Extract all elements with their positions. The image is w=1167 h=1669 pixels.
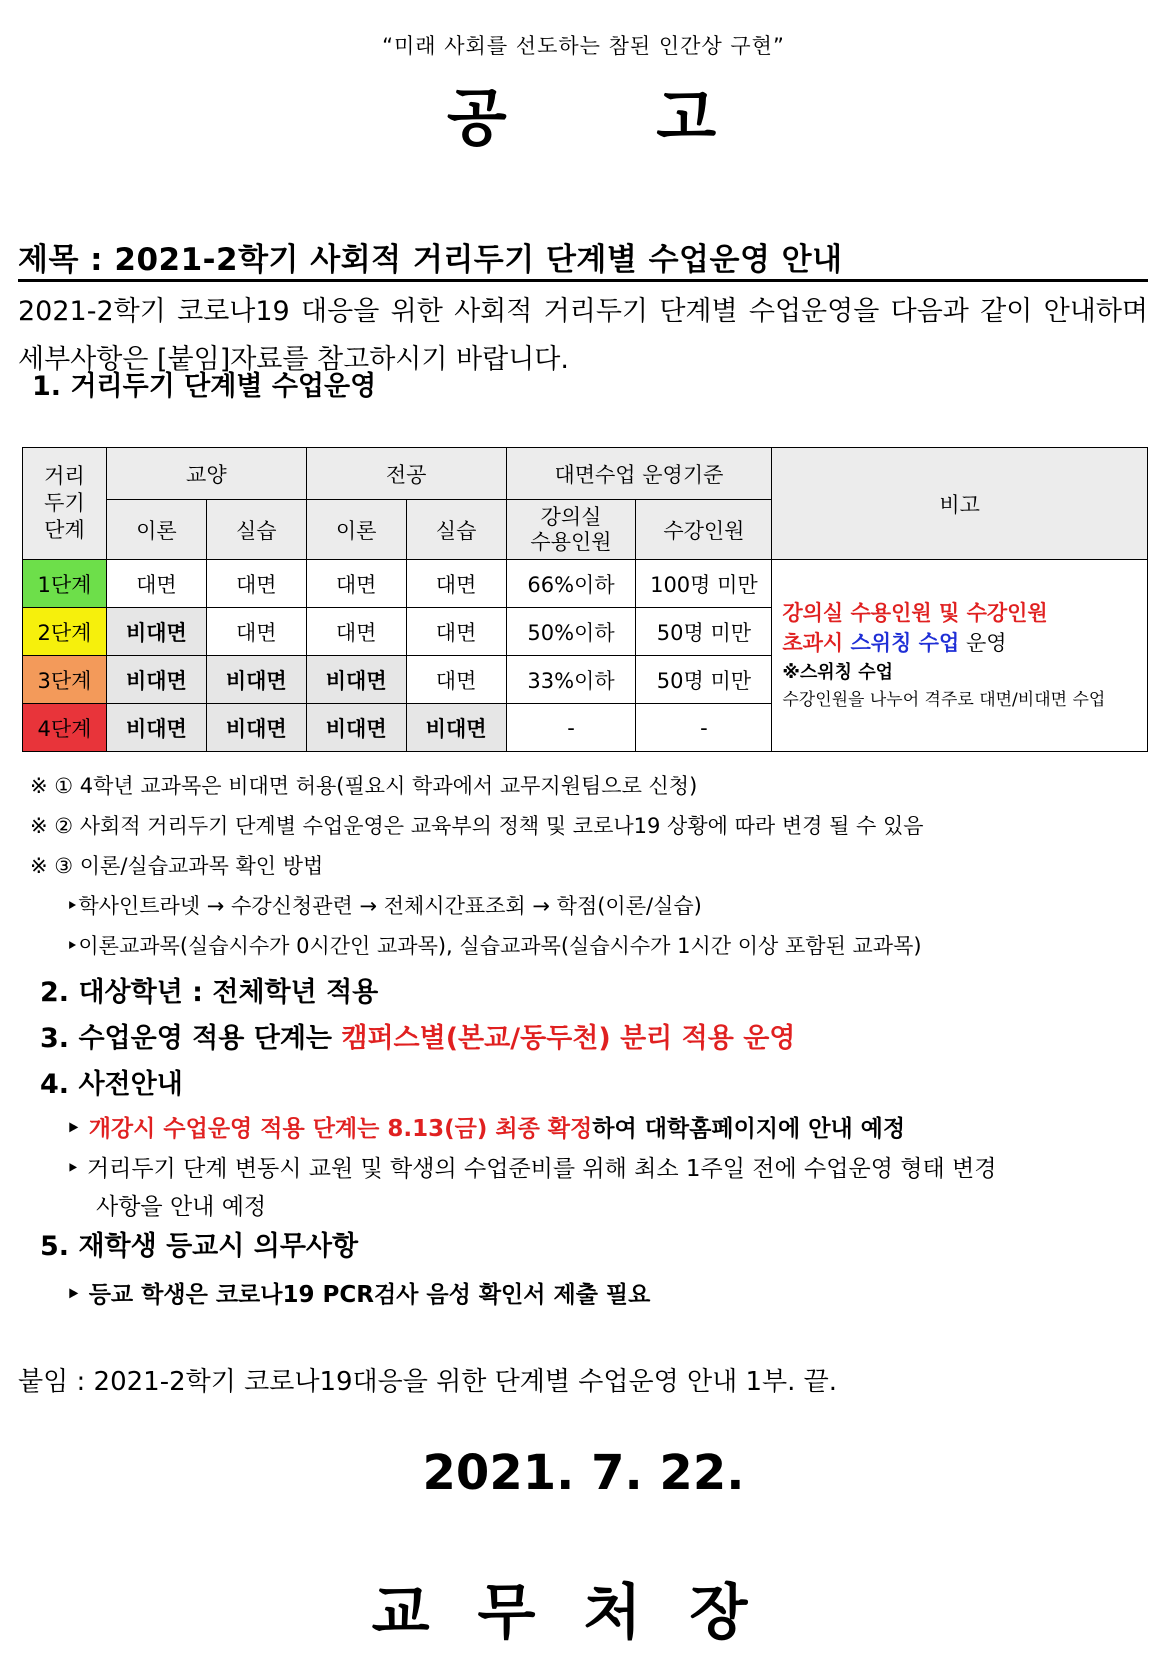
section-3-highlight: 캠퍼스별(본교/동두천) 분리 적용 운영 — [341, 1023, 796, 1054]
header-remark: 비고 — [772, 448, 1148, 560]
header-general: 교양 — [106, 448, 306, 500]
cell: 대면 — [306, 608, 406, 656]
cell: 대면 — [406, 560, 506, 608]
cell: - — [636, 704, 772, 752]
attachment-line: 붙임 : 2021-2학기 코로나19대응을 위한 단계별 수업운영 안내 1부. 끝. — [18, 1367, 838, 1397]
bullet-marker-icon: ‣ — [66, 1156, 87, 1182]
remark-line-3: ※스위칭 수업 — [782, 662, 894, 683]
cell: 대면 — [406, 656, 506, 704]
stage-table — [22, 447, 1148, 752]
stage-cell: 4단계 — [23, 704, 107, 752]
cell: 비대면 — [106, 608, 206, 656]
section-4-bullet-2-cont: 사항을 안내 예정 — [96, 1194, 267, 1220]
cell: 대면 — [206, 608, 306, 656]
bullet-2-line-1: 거리두기 단계 변동시 교원 및 학생의 수업준비를 위해 최소 1주일 전에 수업운영 형태 변경 — [86, 1156, 997, 1182]
cell: 대면 — [306, 560, 406, 608]
remark-line-4: 수강인원을 나누어 격주로 대면/비대면 수업 — [782, 690, 1106, 710]
header-criteria: 대면수업 운영기준 — [506, 448, 772, 500]
note-3: ※ ③ 이론/실습교과목 확인 방법 — [30, 854, 324, 878]
subject-underline — [18, 279, 1148, 282]
section-5-bullet-text: 등교 학생은 코로나19 PCR검사 음성 확인서 제출 필요 — [88, 1282, 651, 1308]
bullet-marker-icon: ‣ — [66, 1116, 89, 1142]
header-major-practice: 실습 — [406, 500, 506, 560]
stage-cell: 3단계 — [23, 656, 107, 704]
notice-title: 공 고 — [446, 81, 721, 154]
intro-paragraph: 2021-2학기 코로나19 대응을 위한 사회적 거리두기 단계별 수업운영을 다음과 같이 안내하며 세부사항은 [붙임]자료를 참고하시기 바랍니다. — [18, 296, 1148, 375]
course-definition-line: ‣이론교과목(실습시수가 0시간인 교과목), 실습교과목(실습시수가 1시간 이상 포함된 교과목) — [66, 934, 922, 958]
remark-cell — [772, 560, 1148, 752]
note-1: ※ ① 4학년 교과목은 비대면 허용(필요시 학과에서 교무지원팀으로 신청) — [30, 774, 698, 798]
check-path-line: ‣학사인트라넷 → 수강신청관련 → 전체시간표조회 → 학점(이론/실습) — [66, 894, 702, 918]
cell: 비대면 — [306, 704, 406, 752]
subject-line: 제목 : 2021-2학기 사회적 거리두기 단계별 수업운영 안내 — [18, 242, 843, 278]
cell: 대면 — [106, 560, 206, 608]
cell: 50명 미만 — [636, 656, 772, 704]
cell: 비대면 — [206, 656, 306, 704]
section-5-title: 5. 재학생 등교시 의무사항 — [40, 1231, 359, 1262]
header-major: 전공 — [306, 448, 506, 500]
header-general-theory: 이론 — [106, 500, 206, 560]
cell: 100명 미만 — [636, 560, 772, 608]
section-5-bullet — [66, 1276, 650, 1309]
cell: 33%이하 — [506, 656, 636, 704]
note-2: ※ ② 사회적 거리두기 단계별 수업운영은 교육부의 정책 및 코로나19 상황에 따라 변경 될 수 있음 — [30, 814, 924, 838]
header-general-practice: 실습 — [206, 500, 306, 560]
bullet-marker-icon: ‣ — [66, 1282, 89, 1308]
section-3-prefix: 3. 수업운영 적용 단계는 — [40, 1023, 342, 1054]
motto: “미래 사회를 선도하는 참된 인간상 구현” — [382, 34, 785, 58]
section-2-title: 2. 대상학년 : 전체학년 적용 — [40, 977, 379, 1008]
cell: - — [506, 704, 636, 752]
remark-suffix: 운영 — [959, 631, 1007, 655]
notice-date: 2021. 7. 22. — [422, 1445, 745, 1501]
remark-line-2 — [782, 628, 1137, 658]
cell: 66%이하 — [506, 560, 636, 608]
section-3-title — [40, 1016, 795, 1055]
cell: 비대면 — [106, 704, 206, 752]
cell: 50명 미만 — [636, 608, 772, 656]
remark-red: 초과시 — [782, 631, 851, 655]
bullet-1-rest: 하여 대학홈페이지에 안내 예정 — [592, 1116, 906, 1142]
header-major-theory: 이론 — [306, 500, 406, 560]
cell: 비대면 — [206, 704, 306, 752]
cell: 대면 — [406, 608, 506, 656]
header-stage: 거리 두기 단계 — [23, 448, 107, 560]
stage-cell: 2단계 — [23, 608, 107, 656]
cell: 대면 — [206, 560, 306, 608]
cell: 비대면 — [306, 656, 406, 704]
remark-switching: 스위칭 수업 — [850, 631, 960, 655]
bullet-1-red: 개강시 수업운영 적용 단계는 8.13(금) 최종 확정 — [88, 1116, 593, 1142]
section-4-title: 4. 사전안내 — [40, 1069, 183, 1100]
table-row — [23, 560, 1148, 608]
header-room-capacity: 강의실 수용인원 — [506, 500, 636, 560]
header-enrollment: 수강인원 — [636, 500, 772, 560]
cell: 비대면 — [106, 656, 206, 704]
remark-line-1: 강의실 수용인원 및 수강인원 — [782, 601, 1048, 625]
stage-cell: 1단계 — [23, 560, 107, 608]
section-4-bullet-1 — [66, 1110, 905, 1143]
issuing-office: 교무처장 — [371, 1578, 796, 1648]
cell: 50%이하 — [506, 608, 636, 656]
section-4-bullet-2 — [66, 1150, 996, 1183]
section-1-title: 1. 거리두기 단계별 수업운영 — [32, 371, 377, 402]
cell: 비대면 — [406, 704, 506, 752]
